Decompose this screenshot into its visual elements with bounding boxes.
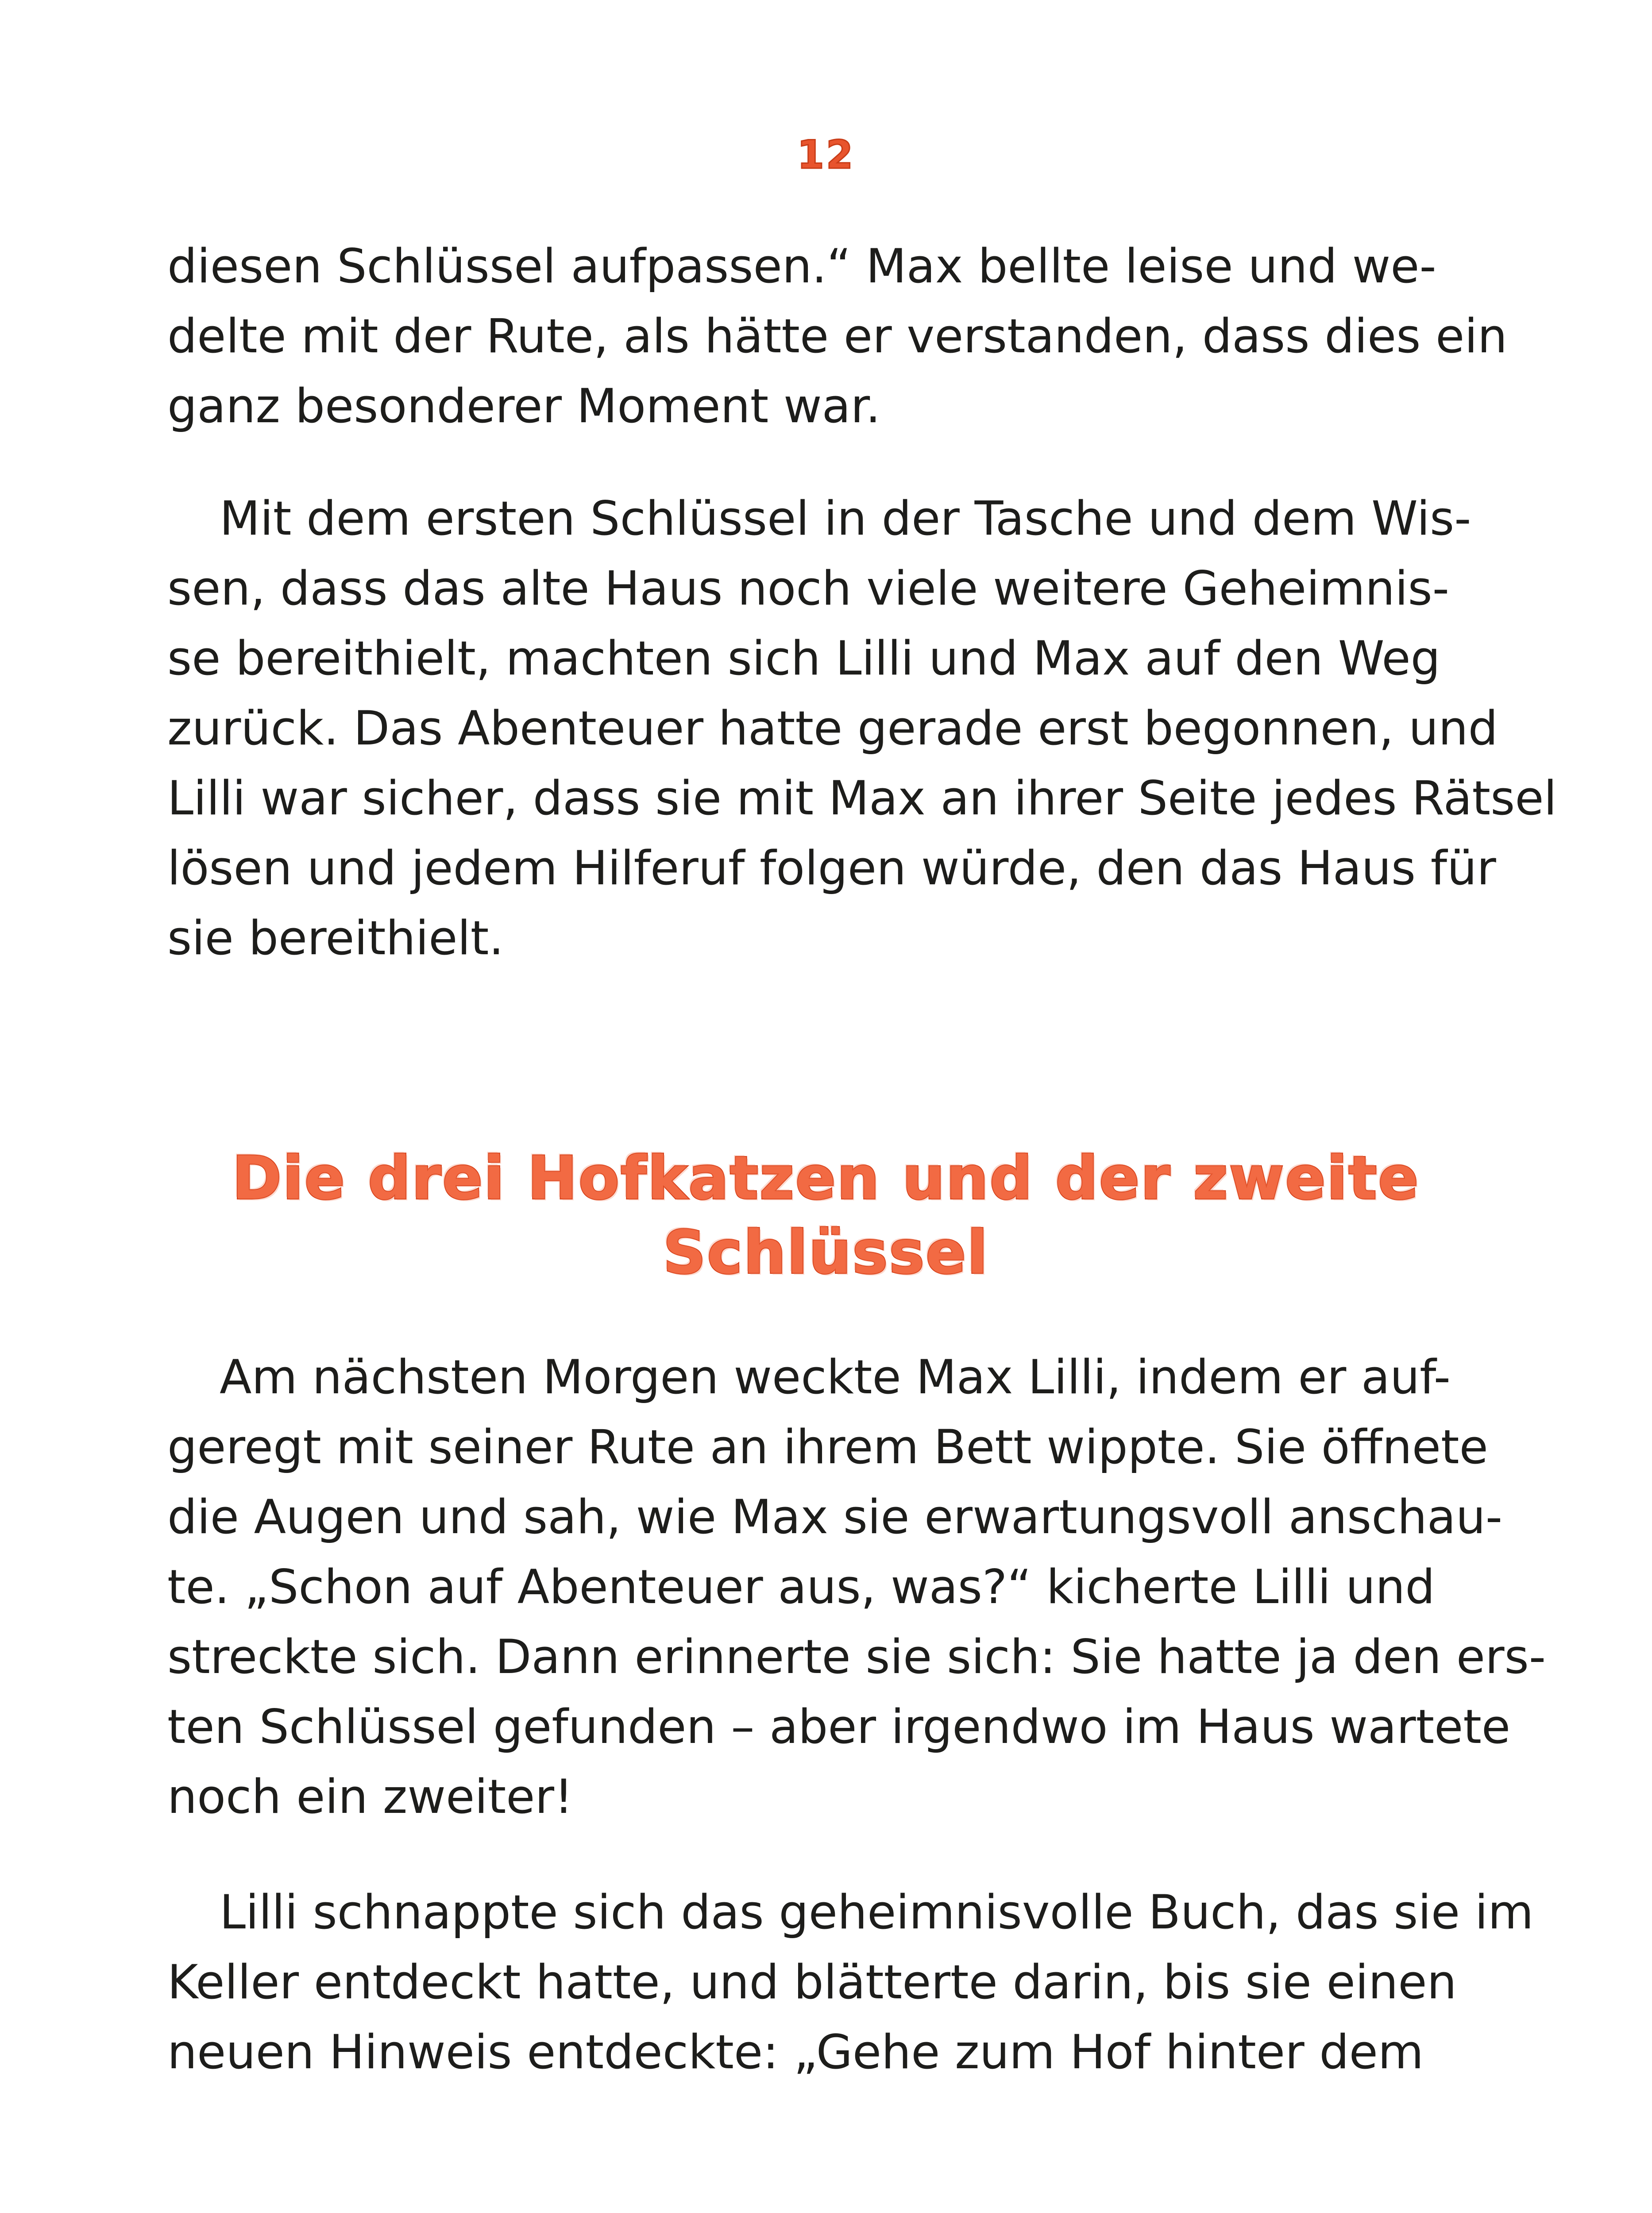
chapter-heading-line: Schlüssel — [663, 1218, 989, 1287]
page-number: 12 — [797, 132, 855, 177]
paragraph-line: zurück. Das Abenteuer hatte gerade erst begonnen, und — [167, 701, 1498, 756]
paragraph-1 — [167, 231, 1508, 441]
chapter-heading-line: Die drei Hofkatzen und der zweite — [232, 1144, 1420, 1213]
paragraph-2 — [167, 484, 1557, 973]
paragraph-line: Am nächsten Morgen weckte Max Lilli, indem er auf- — [220, 1350, 1451, 1404]
paragraph-line: streckte sich. Dann erinnerte sie sich: Sie hatte ja den ers- — [167, 1630, 1546, 1684]
paragraph-line: diesen Schlüssel aufpassen.“ Max bellte leise und we- — [167, 239, 1436, 293]
paragraph-4 — [167, 1878, 1534, 2087]
paragraph-line: neuen Hinweis entdeckte: „Gehe zum Hof hinter dem — [167, 2025, 1424, 2079]
paragraph-3 — [167, 1342, 1546, 1832]
paragraph-line: Lilli schnappte sich das geheimnisvolle Buch, das sie im — [220, 1885, 1534, 1939]
paragraph-line: se bereithielt, machten sich Lilli und Max auf den Weg — [167, 631, 1440, 686]
chapter-heading — [0, 1141, 1652, 1290]
paragraph-line: Mit dem ersten Schlüssel in der Tasche und dem Wis- — [220, 491, 1471, 546]
paragraph-line: Keller entdeckt hatte, und blätterte darin, bis sie einen — [167, 1955, 1457, 2009]
paragraph-line: delte mit der Rute, als hätte er verstanden, dass dies ein — [167, 309, 1508, 363]
paragraph-line: ganz besonderer Moment war. — [167, 379, 881, 433]
paragraph-line: noch ein zweiter! — [167, 1770, 573, 1824]
paragraph-line: lösen und jedem Hilferuf folgen würde, den das Haus für — [167, 841, 1496, 895]
paragraph-line: Lilli war sicher, dass sie mit Max an ihrer Seite jedes Rätsel — [167, 771, 1557, 825]
paragraph-line: geregt mit seiner Rute an ihrem Bett wippte. Sie öffnete — [167, 1420, 1488, 1474]
paragraph-line: sie bereithielt. — [167, 911, 504, 965]
paragraph-line: sen, dass das alte Haus noch viele weitere Geheimnis- — [167, 561, 1450, 616]
paragraph-line: ten Schlüssel gefunden – aber irgendwo im Haus wartete — [167, 1700, 1511, 1754]
paragraph-line: die Augen und sah, wie Max sie erwartungsvoll anschau- — [167, 1490, 1503, 1544]
paragraph-line: te. „Schon auf Abenteuer aus, was?“ kicherte Lilli und — [167, 1560, 1435, 1614]
